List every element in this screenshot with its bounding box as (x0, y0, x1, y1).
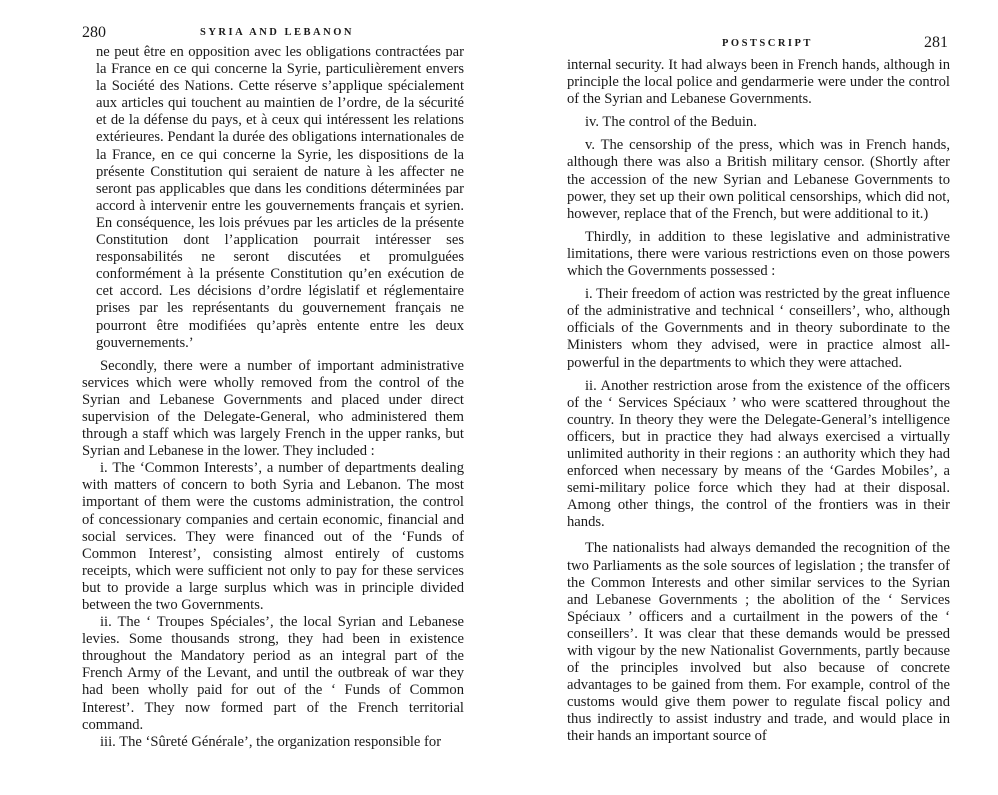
paragraph: internal security. It had always been in French hands, although in principle the local police and gendarmerie were under the control of the Syrian and Lebanese Governments. (567, 57, 950, 108)
paragraph: Secondly, there were a number of important administrative services which were wholly removed from the control of the Syrian and Lebanese Governments and placed under direct supervision of the Delegate-General, who administered them through a staff which was largely French in the upper ranks, but Syrian and Lebanese in the lower. They included : (82, 357, 464, 460)
paragraph: i. Their freedom of action was restricted by the great influence of the administrative and technical ‘ conseillers’, who, although officials of the Governments and in theory subordinate to the Ministers whom they advised, were in practice almost all-powerful in the departments to which they were attached. (567, 286, 950, 371)
paragraph: i. The ‘Common Interests’, a number of departments dealing with matters of concern to both Syria and Lebanon. The most important of them were the customs administration, the control of concessionary companies and certain economic, financial and social services. They were financed out of the ‘Funds of Common Interest’, consisting almost entirely of customs receipts, which were sufficient not only to pay for these services but to provide a large surplus which was in principle divided between the two Governments. (82, 460, 464, 613)
paragraph: ne peut être en opposition avec les obligations contractées par la France en ce qui concerne la Syrie, particulièrement envers la Société des Nations. Cette réserve s’applique spécialement aux articles qui touchent au maintien de l’ordre, de la sécurité et de la défense du pays, et à ceux qui intéressent les relations extérieures. Pendant la durée des obligations internationales de la France, en ce qui concerne la Syrie, les dispositions de la présente Constitution qui seraient de nature à les affecter ne seront pas applicables que dans les conditions déterminées par accord à intervenir entre les gouvernements français et syrien. En conséquence, les lois prévues par les articles de la présente Constitution dont l’application pourrait intéresser ses responsabilités ne seront discutées et promulguées conformément à la présente Constitution qu’en exécution de cet accord. Les décisions d’ordre législatif et réglementaire prises par les représentants du gouvernement français ne pourront être modifiées qu’après entente entre les deux gouvernements.’ (96, 44, 464, 351)
paragraph: The nationalists had always demanded the recognition of the two Parliaments as the sole sources of legislation ; the transfer of the Common Interests and other similar services to the Syrian and Lebanese Governments ; the abolition of the ‘ Services Spéciaux ’ officers and a curtailment in the powers of the ‘ conseillers’. It was clear that these demands would be pressed with vigour by the new Nationalist Governments, partly because of the principles involved but also because of concrete advantages to be gained from them. For example, control of the customs would give them power to regulate fiscal policy and thus indirectly to assist industry and trade, and would place in their hands an important source of (567, 540, 950, 745)
running-head: POSTSCRIPT (722, 38, 813, 49)
running-head: SYRIA AND LEBANON (200, 27, 354, 38)
page-number: 280 (82, 24, 106, 41)
paragraph: ii. The ‘ Troupes Spéciales’, the local Syrian and Lebanese levies. Some thousands strong, they had been in existence throughout the Mandatory period as an integral part of the French Army of the Levant, and until the outbreak of war they had been wholly paid for out of the ‘ Funds of Common Interest’. They now formed part of the French territorial command. (82, 614, 464, 733)
paragraph: v. The censorship of the press, which was in French hands, although there was also a British military censor. (Shortly after the accession of the new Syrian and Lebanese Governments to power, they set up their own political censorships, which did not, however, replace that of the French, but were additional to it.) (567, 137, 950, 222)
body-text (82, 44, 464, 751)
paragraph: Thirdly, in addition to these legislative and administrative limitations, there were various restrictions even on those powers which the Governments possessed : (567, 228, 950, 280)
paragraph: iv. The control of the Beduin. (585, 114, 757, 131)
paragraph: ii. Another restriction arose from the existence of the officers of the ‘ Services Spéciaux ’ who were scattered throughout the country. In theory they were the Delegate-General’s intelligence officers, but in practice they had always exercised a virtually unlimited authority in their regions : an authority which they had enforced when necessary by means of the ‘Gardes Mobiles’, a semi-military police force which they had at their disposal. Among other things, the control of the frontiers was in their hands. (567, 377, 950, 531)
paragraph: iii. The ‘Sûreté Générale’, the organization responsible for (100, 733, 442, 750)
body-text (567, 57, 950, 746)
page-number: 281 (924, 34, 948, 51)
